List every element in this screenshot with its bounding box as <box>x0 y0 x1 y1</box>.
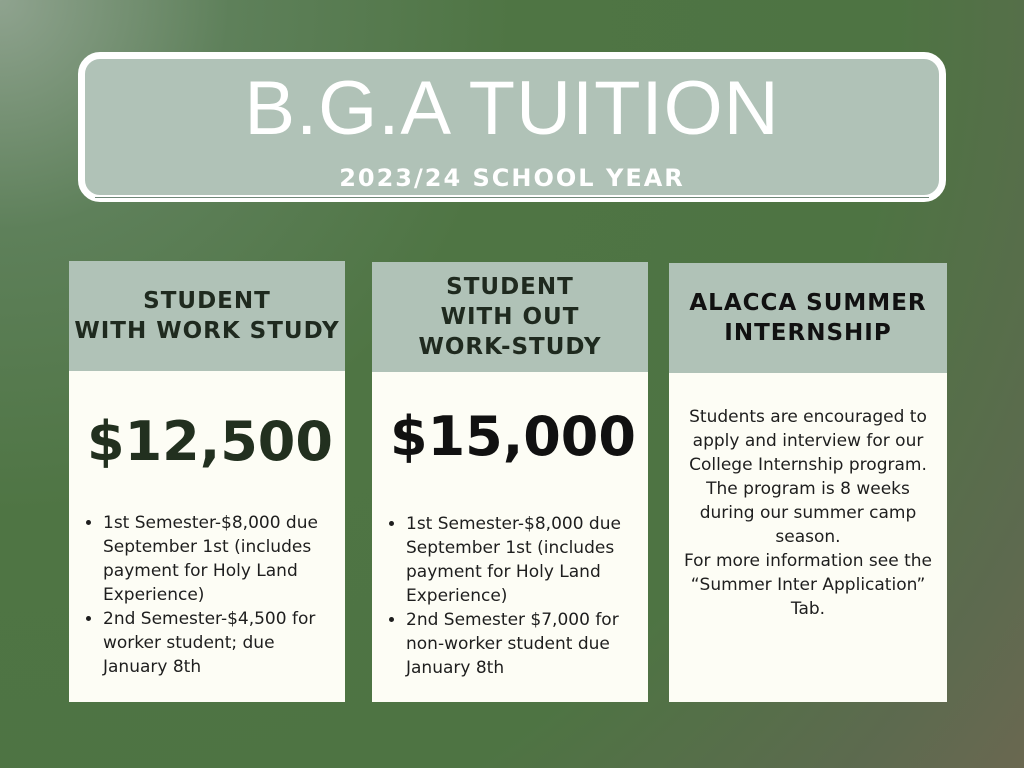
card-heading <box>69 261 345 371</box>
card-work-study <box>69 261 345 702</box>
card-body <box>372 372 648 702</box>
list-item: • 2nd Semester-$4,500 for worker student; due January 8th <box>103 607 341 679</box>
banner-divider <box>95 197 929 198</box>
card-heading <box>372 262 648 372</box>
card-summer-internship <box>669 263 947 702</box>
payment-list <box>374 512 644 680</box>
card-heading-line: INTERNSHIP <box>724 320 892 346</box>
payment-list <box>71 511 341 679</box>
card-heading-line: STUDENT <box>446 274 574 300</box>
description-paragraph: Students are encouraged to apply and interview for our College Internship program. <box>689 407 927 475</box>
title-banner <box>78 52 946 202</box>
card-heading-line: ALACCA SUMMER <box>689 290 927 316</box>
list-item: • 1st Semester-$8,000 due September 1st (includes payment for Holy Land Experience) <box>406 512 644 608</box>
card-heading <box>669 263 947 373</box>
description-paragraph: The program is 8 weeks during our summer camp season. <box>699 479 917 547</box>
card-without-work-study <box>372 262 648 702</box>
card-heading-line: WITH WORK STUDY <box>74 318 340 344</box>
price: $15,000 <box>390 405 636 468</box>
card-heading-line: WITH OUT <box>440 304 580 330</box>
card-heading-line: WORK-STUDY <box>418 334 602 360</box>
description-paragraph: For more information see the “Summer Inter Application” Tab. <box>683 551 932 619</box>
card-body <box>669 373 947 702</box>
page-subtitle: 2023/24 SCHOOL YEAR <box>339 164 685 192</box>
price: $12,500 <box>87 410 333 473</box>
list-item: • 1st Semester-$8,000 due September 1st (includes payment for Holy Land Experience) <box>103 511 341 607</box>
card-body <box>69 371 345 702</box>
list-item: • 2nd Semester $7,000 for non-worker student due January 8th <box>406 608 644 680</box>
card-heading-line: STUDENT <box>143 288 271 314</box>
internship-description <box>669 405 947 621</box>
page-title: B.G.A TUITION <box>244 66 780 151</box>
